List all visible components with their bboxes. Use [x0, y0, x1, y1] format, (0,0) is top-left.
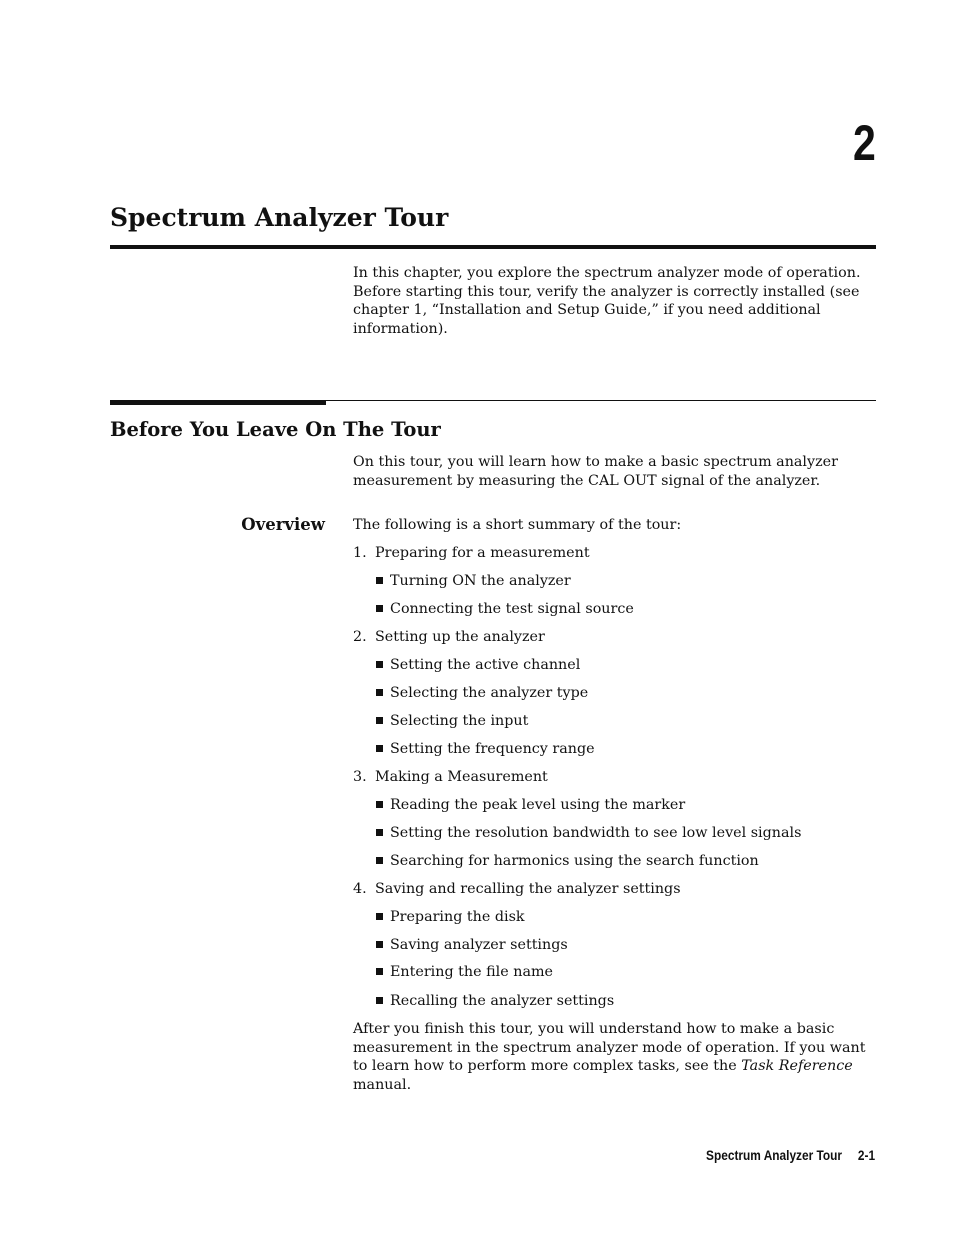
step-number: 4.: [353, 881, 367, 897]
bullet-label: Entering the file name: [390, 964, 553, 980]
closing-text: After you finish this tour, you will understand how to make a basic measurement in the spectrum analyzer mode of operation. If you want to learn how to perform more complex tasks, see the: [353, 1021, 866, 1075]
bullet-square-icon: [376, 941, 383, 948]
step-label: Preparing for a measurement: [375, 545, 590, 561]
step-number: 2.: [353, 629, 367, 645]
bullet-item: [376, 852, 876, 871]
section-divider-accent: [110, 400, 326, 405]
bullet-square-icon: [376, 997, 383, 1004]
step-label: Saving and recalling the analyzer settings: [375, 881, 681, 897]
bullet-square-icon: [376, 745, 383, 752]
bullet-item: [376, 796, 876, 815]
section-heading: Before You Leave On The Tour: [110, 418, 441, 441]
page-footer: [706, 1148, 875, 1164]
bullet-item: [376, 572, 876, 591]
step-item: [353, 628, 878, 647]
bullet-item: [376, 740, 876, 759]
step-label: Setting up the analyzer: [375, 629, 545, 645]
chapter-intro: In this chapter, you explore the spectrum analyzer mode of operation. Before starting this tour, verify the analyzer is correctly installed (see chapter 1, “Installation and Setup Guide,” if you need additional information).: [353, 265, 861, 337]
bullet-square-icon: [376, 857, 383, 864]
bullet-square-icon: [376, 661, 383, 668]
bullet-square-icon: [376, 605, 383, 612]
step-item: [353, 880, 878, 899]
closing-end: manual.: [353, 1076, 412, 1093]
bullet-item: [376, 600, 876, 619]
bullet-label: Setting the frequency range: [390, 741, 595, 757]
bullet-label: Turning ON the analyzer: [390, 573, 571, 589]
bullet-item: [376, 936, 876, 955]
task-reference-title: Task Reference: [741, 1058, 853, 1075]
title-rule: [110, 245, 876, 249]
summary-lead: The following is a short summary of the tour:: [353, 517, 682, 533]
bullet-square-icon: [376, 717, 383, 724]
footer-title: Spectrum Analyzer Tour: [705, 1148, 842, 1163]
step-item: [353, 768, 878, 787]
bullet-square-icon: [376, 801, 383, 808]
bullet-label: Recalling the analyzer settings: [390, 993, 615, 1009]
overview-label: Overview: [241, 515, 325, 534]
bullet-square-icon: [376, 689, 383, 696]
bullet-label: Searching for harmonics using the search function: [390, 853, 759, 869]
bullet-square-icon: [376, 913, 383, 920]
bullet-label: Setting the resolution bandwidth to see low level signals: [390, 825, 802, 841]
footer-page-number: 2-1: [857, 1148, 875, 1163]
chapter-number: 2: [853, 115, 876, 171]
bullet-item: [376, 684, 876, 703]
step-number: 3.: [353, 769, 367, 785]
step-item: [353, 544, 878, 563]
bullet-square-icon: [376, 968, 383, 975]
bullet-label: Reading the peak level using the marker: [390, 797, 686, 813]
bullet-square-icon: [376, 829, 383, 836]
bullet-item: [376, 824, 876, 843]
chapter-title: Spectrum Analyzer Tour: [110, 203, 449, 232]
step-label: Making a Measurement: [375, 769, 548, 785]
bullet-item: [376, 992, 876, 1011]
bullet-item: [376, 712, 876, 731]
bullet-label: Selecting the input: [390, 713, 529, 729]
bullet-square-icon: [376, 577, 383, 584]
section-intro: On this tour, you will learn how to make a basic spectrum analyzer measurement by measuring the CAL OUT signal of the analyzer.: [353, 454, 838, 489]
bullet-item: [376, 908, 876, 927]
bullet-item: [376, 963, 876, 982]
step-number: 1.: [353, 545, 367, 561]
bullet-item: [376, 656, 876, 675]
bullet-label: Selecting the analyzer type: [390, 685, 589, 701]
bullet-label: Saving analyzer settings: [390, 937, 568, 953]
bullet-label: Setting the active channel: [390, 657, 581, 673]
closing-paragraph: [353, 1020, 878, 1094]
bullet-label: Preparing the disk: [390, 909, 525, 925]
bullet-label: Connecting the test signal source: [390, 601, 634, 617]
